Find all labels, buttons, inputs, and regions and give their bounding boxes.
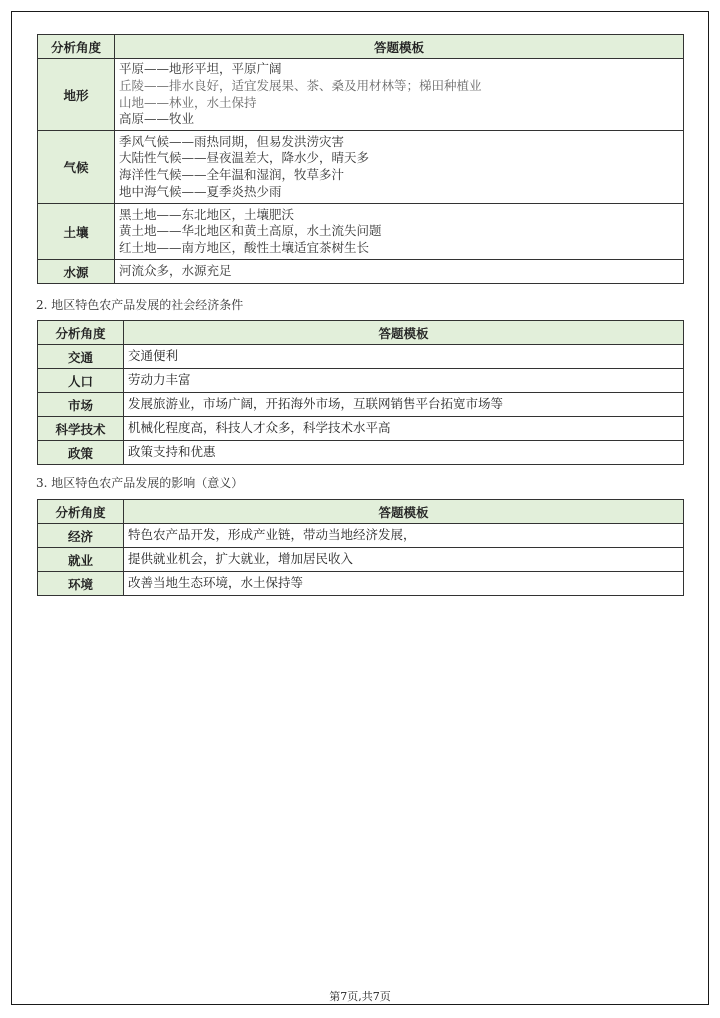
row-key: 水源 (38, 260, 115, 284)
row-key: 气候 (38, 131, 115, 204)
table-header-row (38, 321, 684, 345)
table-row (38, 393, 684, 417)
section-2-heading: 2. 地区特色农产品发展的社会经济条件 (36, 298, 244, 312)
table-row (38, 572, 684, 596)
row-value: 交通便利 (124, 345, 684, 369)
section-3-heading: 3. 地区特色农产品发展的影响（意义） (36, 476, 244, 490)
value-line: 高原——牧业 (119, 111, 195, 127)
header-angle: 分析角度 (38, 35, 115, 59)
row-value (115, 260, 684, 284)
row-value: 劳动力丰富 (124, 369, 684, 393)
row-key: 市场 (38, 393, 124, 417)
row-value: 机械化程度高，科技人才众多，科学技术水平高 (124, 417, 684, 441)
table-row (38, 548, 684, 572)
row-value: 提供就业机会，扩大就业，增加居民收入 (124, 548, 684, 572)
value-line: 黑土地——东北地区，土壤肥沃 (119, 206, 295, 222)
socioeconomic-conditions-table (37, 320, 684, 465)
row-key: 地形 (38, 59, 115, 131)
row-value (115, 131, 684, 204)
header-template: 答题模板 (124, 321, 684, 345)
row-value (115, 59, 684, 131)
row-value: 发展旅游业，市场广阔，开拓海外市场，互联网销售平台拓宽市场等 (124, 393, 684, 417)
table-row (38, 417, 684, 441)
table-row (38, 441, 684, 465)
value-line: 地中海气候——夏季炎热少雨 (119, 183, 282, 199)
table-row (38, 524, 684, 548)
value-line: 大陆性气候——昼夜温差大，降水少，晴天多 (119, 150, 370, 166)
value-line: 黄土地——华北地区和黄土高原，水土流失问题 (119, 223, 382, 239)
row-value: 特色农产品开发，形成产业链，带动当地经济发展， (124, 524, 684, 548)
page-footer: 第7页,共7页 (329, 990, 391, 1003)
row-key: 政策 (38, 441, 124, 465)
value-line: 红土地——南方地区，酸性土壤适宜茶树生长 (119, 239, 370, 255)
value-line: 季风气候——雨热同期，但易发洪涝灾害 (119, 133, 345, 149)
value-line: 山地——林业，水土保持 (119, 94, 257, 110)
table-row (38, 131, 684, 204)
row-value: 改善当地生态环境，水土保持等 (124, 572, 684, 596)
table-row (38, 204, 684, 260)
value-line: 平原——地形平坦，平原广阔 (119, 61, 282, 77)
row-key: 土壤 (38, 204, 115, 260)
value-line: 海洋性气候——全年温和湿润，牧草多汁 (119, 167, 345, 182)
header-template: 答题模板 (124, 500, 684, 524)
row-key: 科学技术 (38, 417, 124, 441)
table-row (38, 59, 684, 131)
row-value (115, 204, 684, 260)
header-angle: 分析角度 (38, 500, 124, 524)
table-header-row (38, 500, 684, 524)
row-value: 政策支持和优惠 (124, 441, 684, 465)
header-angle: 分析角度 (38, 321, 124, 345)
row-key: 环境 (38, 572, 124, 596)
table-header-row (38, 35, 684, 59)
row-key: 经济 (38, 524, 124, 548)
table-row (38, 369, 684, 393)
header-template: 答题模板 (115, 35, 684, 59)
table-row (38, 345, 684, 369)
table-row (38, 260, 684, 284)
row-key: 交通 (38, 345, 124, 369)
impact-table (37, 499, 684, 596)
value-line: 河流众多，水源充足 (119, 263, 232, 279)
value-line: 丘陵——排水良好，适宜发展果、茶、桑及用材林等；梯田种植业 (119, 77, 482, 93)
row-key: 就业 (38, 548, 124, 572)
natural-conditions-table (37, 34, 684, 284)
row-key: 人口 (38, 369, 124, 393)
